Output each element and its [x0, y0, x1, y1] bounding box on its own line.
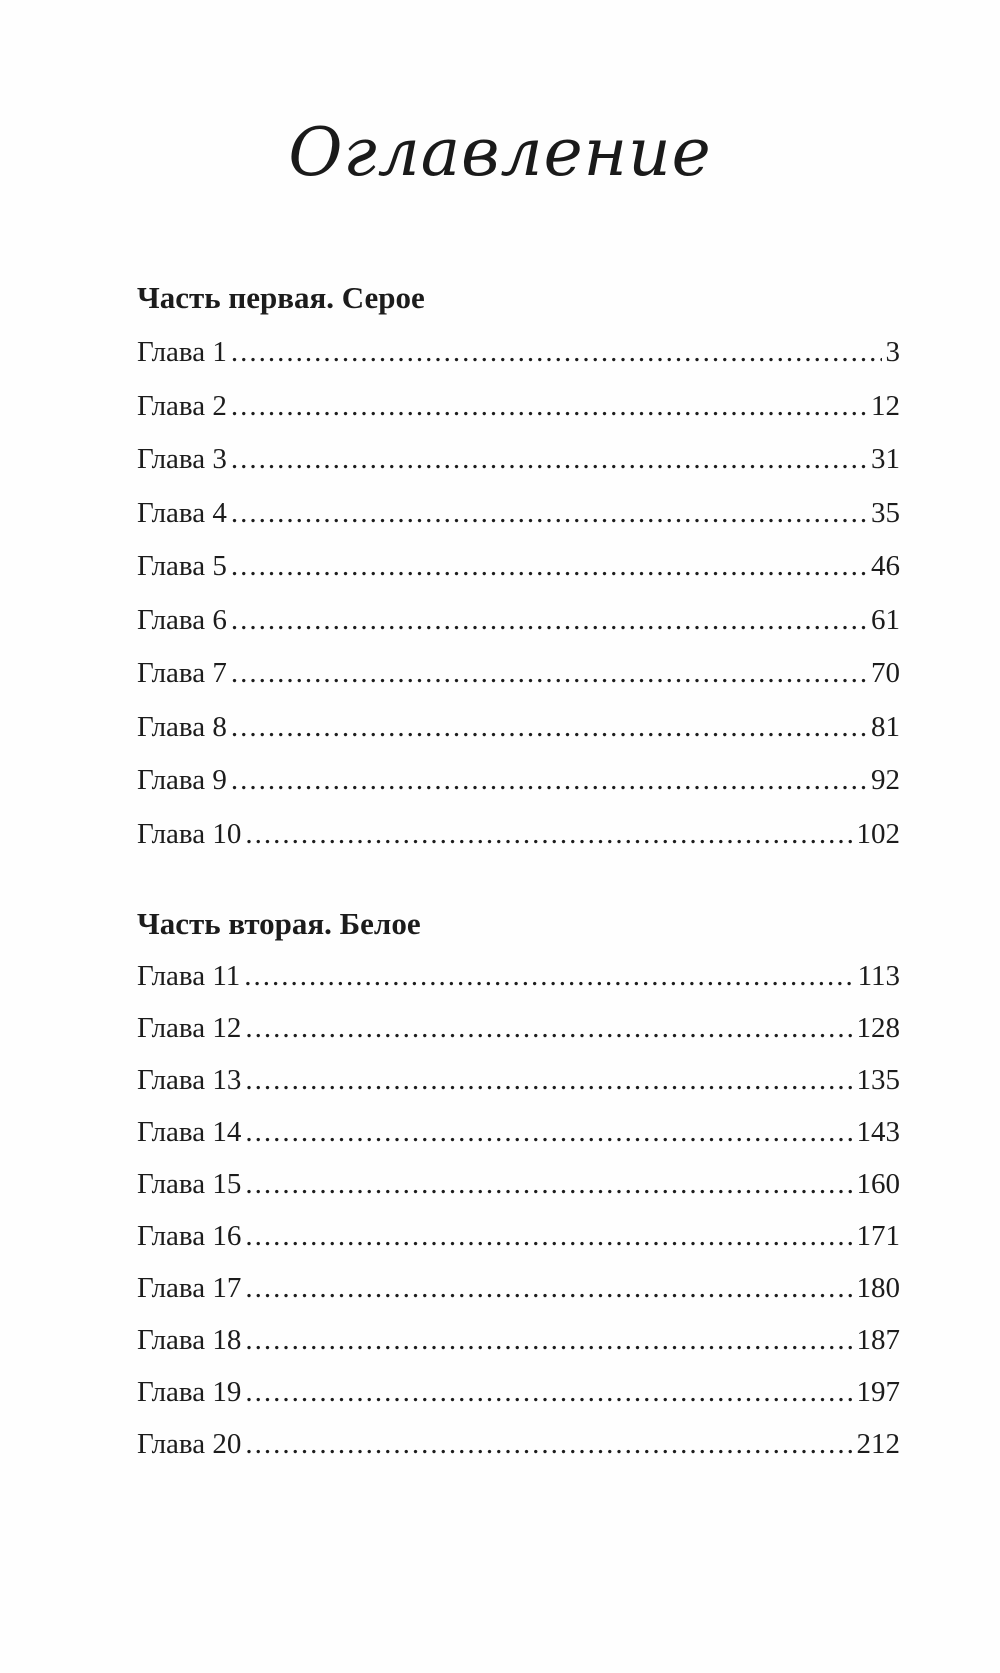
dot-leader	[231, 594, 867, 648]
dot-leader	[245, 1158, 852, 1210]
toc-entry	[137, 1210, 900, 1262]
page-number: 81	[871, 710, 900, 743]
chapter-label: Глава 9	[137, 764, 227, 796]
page-number: 128	[856, 1012, 900, 1044]
chapter-label: Глава 20	[137, 1428, 242, 1460]
page-number: 31	[871, 443, 900, 475]
chapter-label: Глава 7	[137, 657, 227, 689]
toc-entry	[137, 1418, 900, 1470]
part-two-section	[137, 898, 900, 1470]
dot-leader	[231, 701, 867, 755]
dot-leader	[231, 433, 867, 487]
toc-entry	[137, 540, 900, 594]
toc-entry	[137, 380, 900, 434]
dot-leader	[245, 1210, 852, 1262]
toc-entry	[137, 808, 900, 862]
dot-leader	[231, 540, 867, 594]
dot-leader	[231, 754, 867, 808]
page-number: 92	[871, 764, 900, 796]
toc-entry	[137, 1158, 900, 1210]
page-number: 102	[856, 817, 900, 850]
chapter-label: Глава 12	[137, 1012, 242, 1044]
dot-leader	[231, 380, 867, 434]
page-number: 35	[871, 496, 900, 529]
part-one-heading: Часть первая. Серое	[137, 280, 425, 315]
part-one-chapter-list	[137, 326, 900, 861]
dot-leader	[245, 1002, 852, 1054]
chapter-label: Глава 17	[137, 1272, 242, 1304]
chapter-label: Глава 18	[137, 1324, 242, 1356]
dot-leader	[245, 1106, 852, 1158]
chapter-label: Глава 2	[137, 389, 227, 422]
page-number: 143	[856, 1116, 900, 1148]
chapter-label: Глава 15	[137, 1168, 242, 1200]
part-one-section	[137, 272, 900, 861]
toc-entry	[137, 950, 900, 1002]
page-number: 12	[871, 389, 900, 422]
page-number: 212	[856, 1428, 900, 1460]
dot-leader	[245, 1314, 852, 1366]
chapter-label: Глава 4	[137, 496, 227, 529]
chapter-label: Глава 1	[137, 336, 227, 368]
chapter-label: Глава 3	[137, 443, 227, 475]
dot-leader	[231, 647, 867, 701]
toc-entry	[137, 1366, 900, 1418]
page-number: 197	[856, 1376, 900, 1408]
toc-entry	[137, 1106, 900, 1158]
dot-leader	[245, 1366, 852, 1418]
dot-leader	[231, 326, 882, 380]
dot-leader	[245, 808, 852, 862]
toc-entry	[137, 1314, 900, 1366]
toc-entry	[137, 701, 900, 755]
page-number: 135	[856, 1064, 900, 1096]
chapter-label: Глава 14	[137, 1116, 242, 1148]
toc-entry	[137, 326, 900, 380]
dot-leader	[231, 487, 867, 541]
part-two-heading: Часть вторая. Белое	[137, 906, 421, 941]
toc-entry	[137, 1262, 900, 1314]
toc-entry	[137, 647, 900, 701]
chapter-label: Глава 10	[137, 817, 242, 850]
page-title: Оглавление	[288, 114, 712, 191]
page-number: 171	[856, 1220, 900, 1252]
dot-leader	[245, 1262, 852, 1314]
page-number: 187	[856, 1324, 900, 1356]
chapter-label: Глава 5	[137, 550, 227, 582]
chapter-label: Глава 6	[137, 603, 227, 636]
toc-entry	[137, 594, 900, 648]
dot-leader	[244, 950, 853, 1002]
chapter-label: Глава 11	[137, 960, 241, 992]
chapter-label: Глава 8	[137, 710, 227, 743]
toc-entry	[137, 1002, 900, 1054]
page-number: 180	[856, 1272, 900, 1304]
page-number: 3	[885, 336, 900, 368]
dot-leader	[245, 1054, 852, 1106]
toc-entry	[137, 487, 900, 541]
toc-entry	[137, 433, 900, 487]
part-two-chapter-list	[137, 950, 900, 1470]
chapter-label: Глава 13	[137, 1064, 242, 1096]
page-number: 160	[856, 1168, 900, 1200]
page-number: 46	[871, 550, 900, 582]
chapter-label: Глава 19	[137, 1376, 242, 1408]
dot-leader	[245, 1418, 852, 1470]
page-number: 70	[871, 657, 900, 689]
toc-entry	[137, 1054, 900, 1106]
chapter-label: Глава 16	[137, 1220, 242, 1252]
page-number: 113	[857, 960, 900, 992]
toc-entry	[137, 754, 900, 808]
page-number: 61	[871, 603, 900, 636]
